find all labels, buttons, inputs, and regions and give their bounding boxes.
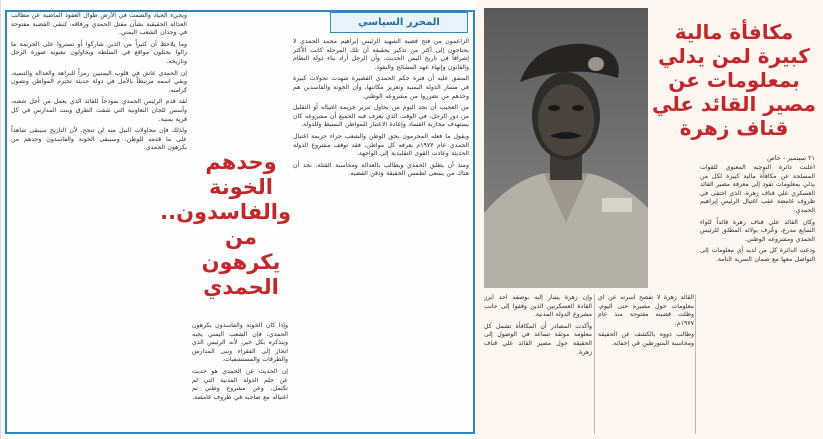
portrait-photo <box>484 8 648 288</box>
paragraph: وأكدت المصادر أن المكافأة تشمل كل معلومة موثقة تساعد في الوصول إلى الحقيقة حول مصير القائد علي قناف زهرة. <box>484 322 592 356</box>
column-divider <box>594 294 595 434</box>
paragraph: ويجيء الحياد والصمت في الأرض طوال العقود الماضية عن مطالب العدالة الحقيقية بشأن مقتل الحمدي ورفاقه، لتبقى القضية مفتوحة في وجدان الشعب اليمني. <box>11 12 187 37</box>
portrait-illustration <box>484 8 648 288</box>
paragraph: وإن زهرة يشار إليه بوصفه أحد أبرز القادة العسكريين الذين وقفوا إلى جانب مشروع الدولة المدنية. <box>484 294 592 319</box>
paragraph: إن الحمدي عاش في قلوب اليمنيين رمزاً للنزاهة والعدالة والتنمية، وبقي اسمه مرتبطاً بالأمل في دولة حديثة تحترم المواطن وتصون كرامته. <box>11 69 187 94</box>
article-column-middle <box>598 294 694 434</box>
paragraph: أعلنت دائرة التوجيه المعنوي للقوات المسلحة عن مكافأة مالية كبيرة لكل من يدلي بمعلومات تقود إلى معرفة مصير القائد العسكري علي قناف زهرة، الذي اختفى في ظروف غامضة عقب اغتيال الرئيس إبراهيم الحمدي. <box>700 164 815 214</box>
paragraph: لقد قدم الرئيس الحمدي نموذجاً للقائد الذي يعمل من أجل شعبه، وأسس للجان التعاونية التي شقت الطرق وبنت المدارس في كل قرية يمنية. <box>11 98 187 123</box>
section-label: المحرر السياسي <box>330 12 468 33</box>
article-title: مكافأة مالية كبيرة لمن يدلي بمعلومات عن مصير القائد علي قناف زهرة <box>651 20 816 140</box>
paragraph: إن الحديث عن الحمدي هو حديث عن حلم الدولة المدنية التي لم تكتمل، وعن مشروع وطني تم اغتياله مع صاحبه في ظروف غامضة. <box>192 367 288 401</box>
article-column-right <box>700 164 815 434</box>
column-divider <box>695 294 696 434</box>
article-column-left <box>484 294 592 434</box>
paragraph: القائد زهرة لا تفصح أسرته عن أي معلومات حول مصيره حتى اليوم، وظلت قضيته مفتوحة منذ عام ١٩٧٧م. <box>598 294 694 327</box>
article-column-left <box>11 12 187 430</box>
paragraph: ومنذ أن يطلق الحمدي ويطالب بالعدالة ومحاسبة القتلة، نجد أن هناك من يسعى لطمس الحقيقة ودفن القضية. <box>293 161 469 178</box>
title-box <box>650 20 818 150</box>
paragraph: وطالب ذووه بالكشف عن الحقيقة ومحاسبة المتورطين في إخفائه. <box>598 331 694 347</box>
paragraph: المتفق عليه أن فترة حكم الحمدي القصيرة شهدت تحولات كبيرة في مسار الدولة اليمنية وتعزيز مكانتها، وأن الخونة والفاسدين هم وحدهم من تضرروا من مشروعه الوطني. <box>293 75 469 100</box>
paragraph: الزاعمون من فتح قضية الشهيد الرئيس إبراهيم محمد الحمدي لا يحتاجون إلى أكثر من تذكير بحقيقة أن تلك المرحلة كانت الأكثر إشراقاً في تاريخ اليمن الحديث، وأن الرجل أراد بناء دولة النظام والقانون وإنهاء عهد المشائخ والنفوذ. <box>293 38 469 71</box>
paragraph: ولذلك فإن محاولات النيل منه لن تنجح، لأن التاريخ سيبقى شاهداً على ما قدمه للوطن، وسيبقى الخونة والفاسدون وحدهم من يكرهون الحمدي. <box>11 127 187 152</box>
paragraph: وما يلاحظ أن كثيراً من الذين شاركوا أو تستروا على الجريمة ما زالوا يحتلون مواقع في السلطة ويحاولون تشويه صورة الرجل وتاريخه. <box>11 40 187 65</box>
article-headline: وحدهم الخونة والفاسدون.. من يكرهون الحمدي <box>160 150 291 299</box>
paragraph: ودعت الدائرة كل من لديه أي معلومات إلى التواصل معها مع ضمان السرية التامة. <box>700 247 815 263</box>
paragraph: ويقول ما فعله المجرمون بحق الوطن والشعب جراء جريمة اغتيال الحمدي عام ١٩٧٧م يعرفه كل مواطن، فقد توقف مشروع الدولة الحديثة وعادت القوى التقليدية إلى الواجهة. <box>293 132 469 158</box>
paragraph: وإذا كان الخونة والفاسدون يكرهون الحمدي، فإن الشعب اليمني يحبه ويتذكره بكل خير، لأنه الرئيس الذي انحاز إلى الفقراء وبنى المدارس والطرقات والمستشفيات. <box>192 322 288 364</box>
paragraph: وكان القائد علي قناف زهرة قائداً للواء السابع مدرع، وعُرف بولائه المطلق للرئيس الحمدي ومشروعه الوطني. <box>700 218 815 243</box>
headline-box <box>160 150 291 310</box>
article-column-right <box>293 38 469 430</box>
dateline: ٢١ سبتمبر - خاص <box>766 154 815 162</box>
paragraph: من العجيب أن نجد اليوم من يحاول تبرير جريمة اغتياله أو التقليل من دور الرجل، في الوقت الذي يعرف فيه الجميع أن مشروعه كان يستهدف محاربة الفساد وإعادة الاعتبار للمواطن البسيط وللدولة. <box>293 104 469 129</box>
